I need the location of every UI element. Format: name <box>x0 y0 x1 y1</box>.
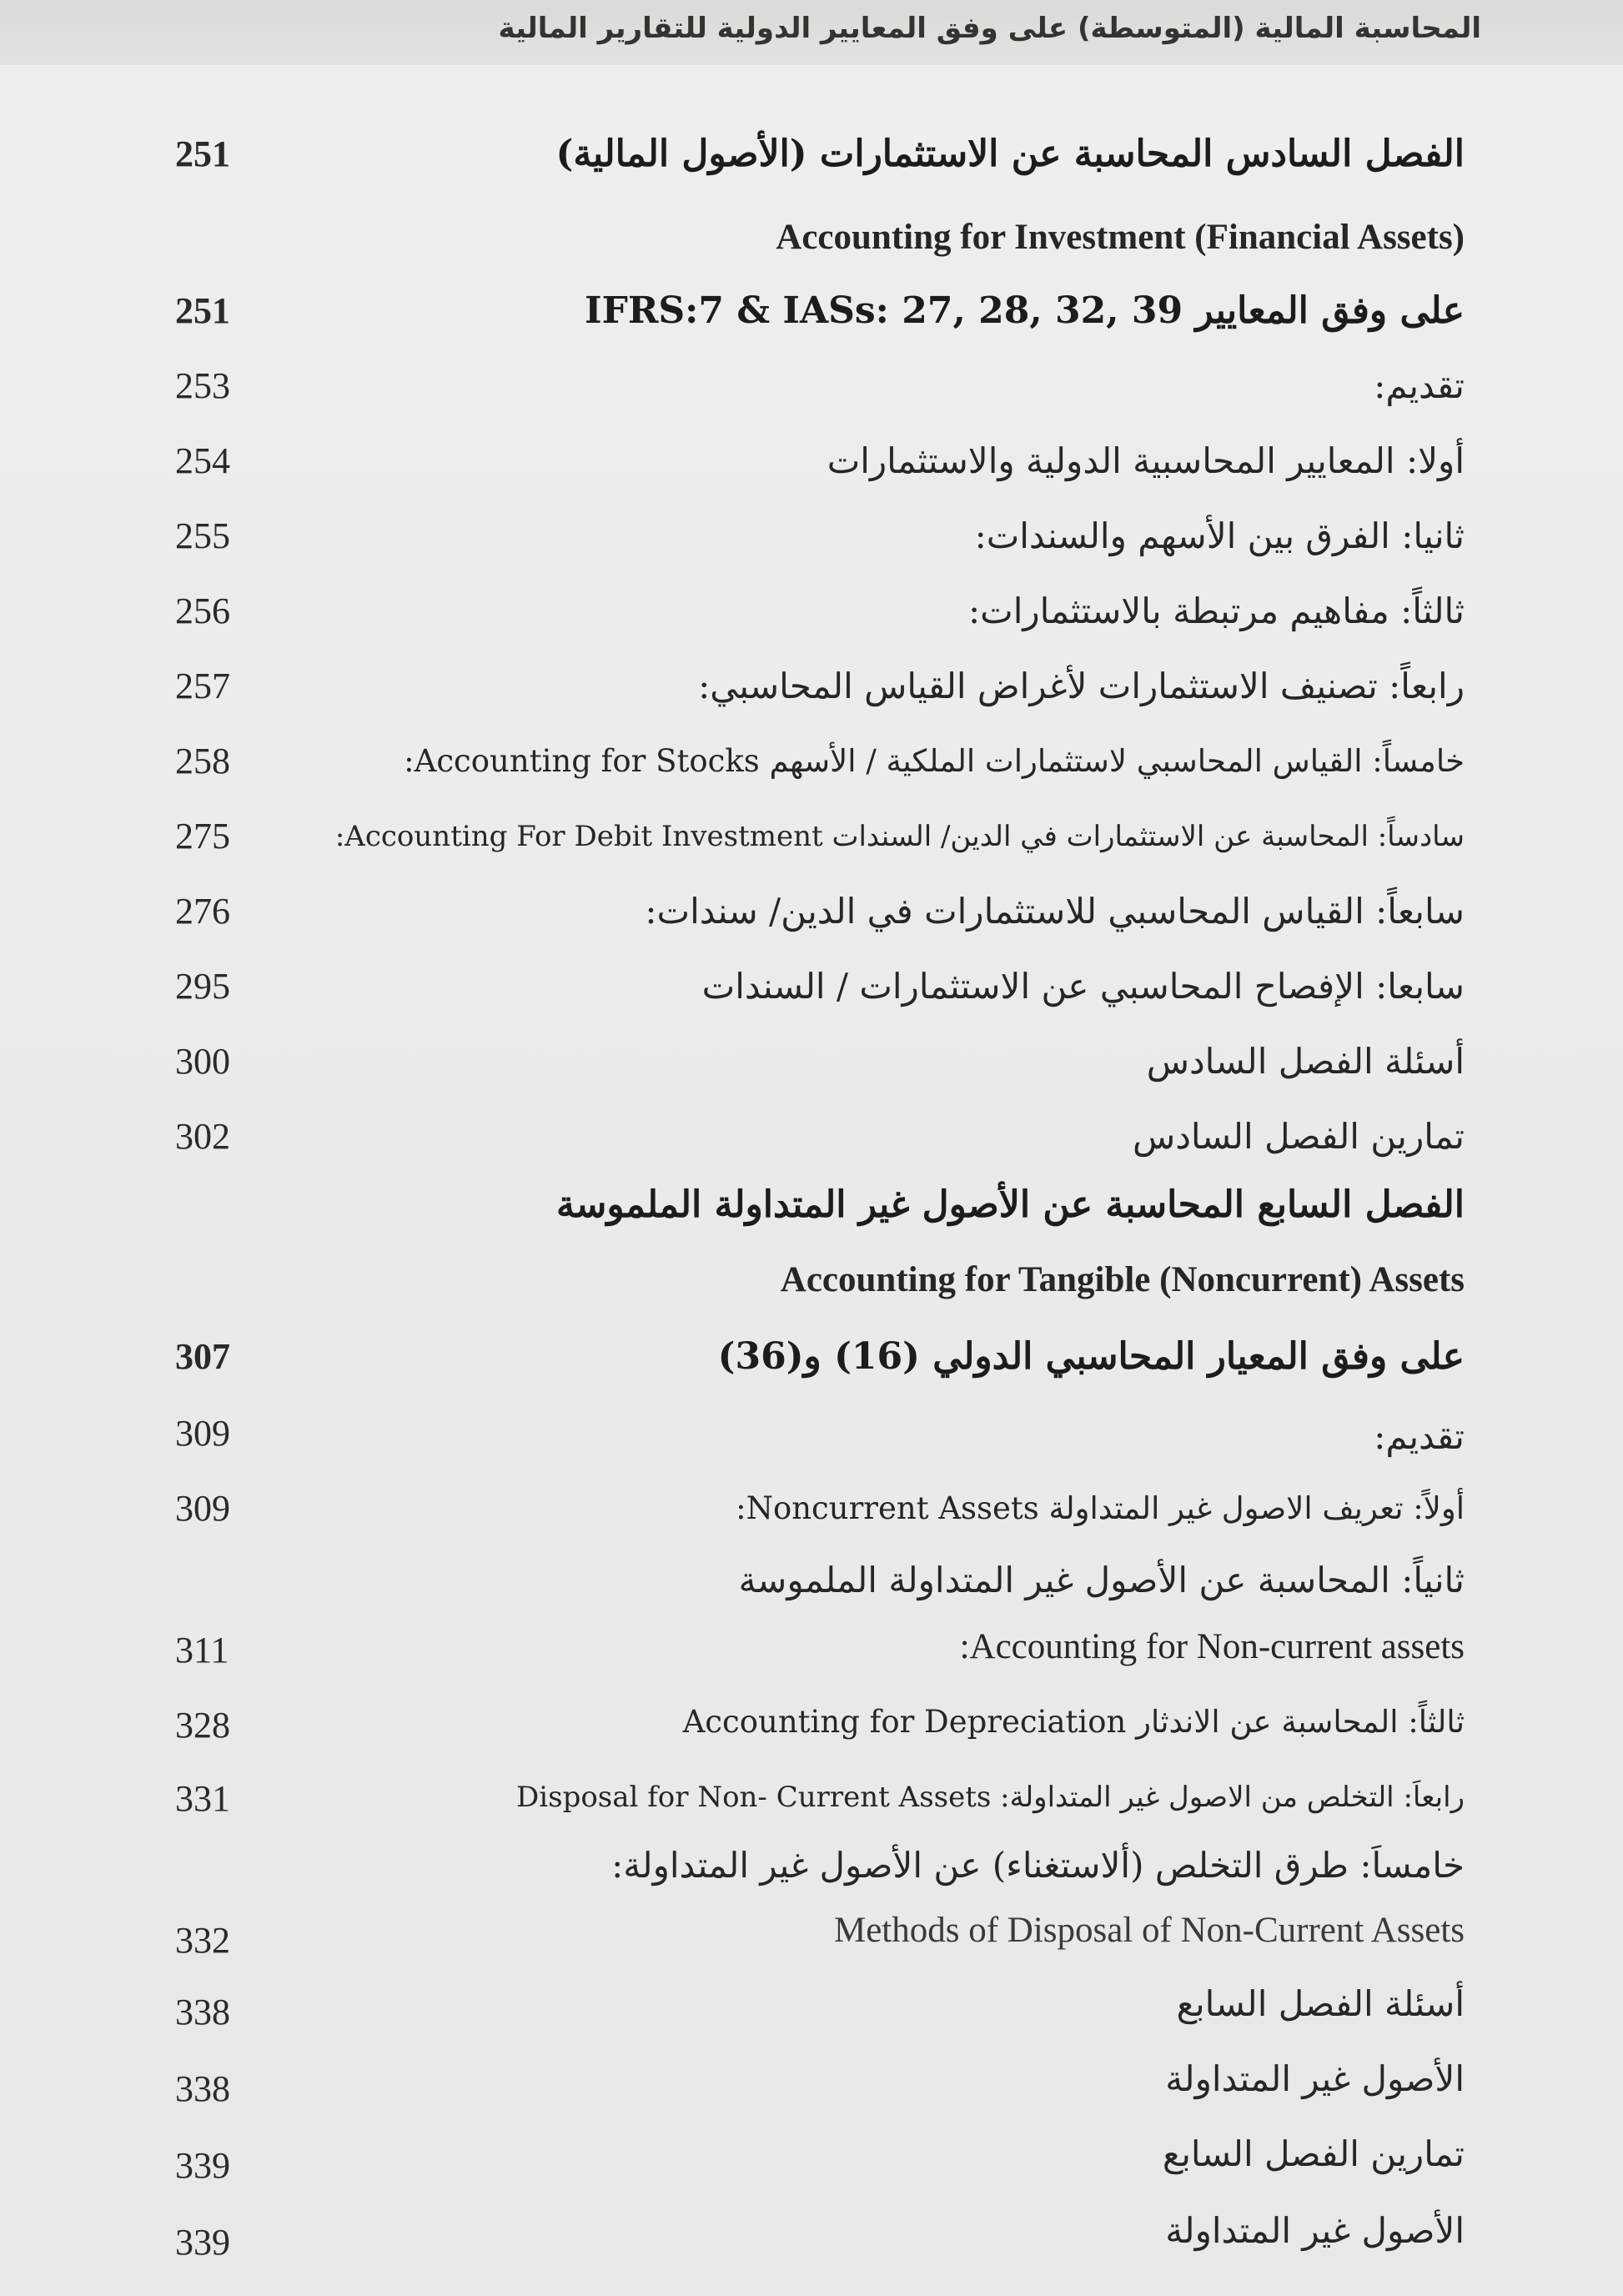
section-title: أسئلة الفصل السادس <box>1146 1041 1465 1082</box>
chapter-standards: على وفق المعايير IFRS:7 & IASs: 27, 28, 32, 39 <box>585 289 1465 332</box>
page-number: 331 <box>175 1778 230 1819</box>
page-number: 251 <box>175 290 230 331</box>
section-title: ثانيا: الفرق بين الأسهم والسندات: <box>974 515 1465 556</box>
page-number: 275 <box>175 816 230 857</box>
section-title: أولا: المعايير المحاسبية الدولية والاستثمارات <box>827 440 1465 481</box>
page-number: 338 <box>175 2068 230 2109</box>
chapter-title: الفصل السادس المحاسبة عن الاستثمارات (الأصول المالية) <box>555 133 1465 175</box>
page-number: 251 <box>175 133 230 174</box>
section-title: أسئلة الفصل السابع <box>1176 1983 1465 2024</box>
page-number: 300 <box>175 1041 230 1082</box>
section-title: خامساً: القياس المحاسبي لاستثمارات الملكية / الأسهم Accounting for Stocks: <box>404 743 1465 779</box>
page-number: 276 <box>175 891 230 932</box>
section-title: رابعاَ: التخلص من الاصول غير المتداولة: Disposal for Non- Current Assets <box>515 1781 1465 1814</box>
chapter-standards: على وفق المعيار المحاسبي الدولي (16) و(36) <box>717 1335 1465 1378</box>
page-number: 256 <box>175 590 230 631</box>
running-header-bar <box>0 0 1623 65</box>
page-number: 295 <box>175 966 230 1007</box>
page-number: 253 <box>175 365 230 406</box>
page-number: 254 <box>175 440 230 481</box>
section-title: ثانياً: المحاسبة عن الأصول غير المتداولة الملموسة <box>738 1560 1465 1600</box>
section-title: تقديم: <box>1374 1416 1465 1457</box>
page-number: 328 <box>175 1705 230 1746</box>
page-number: 258 <box>175 741 230 781</box>
section-title: ثالثاً: مفاهيم مرتبطة بالاستثمارات: <box>968 590 1465 631</box>
page-number: 309 <box>175 1488 230 1529</box>
page-number: 311 <box>175 1630 229 1671</box>
page-number: 302 <box>175 1116 230 1157</box>
section-title-english: Methods of Disposal of Non-Current Assets <box>833 1911 1465 1950</box>
section-title: أولاً: تعريف الاصول غير المتداولة Noncurrent Assets: <box>736 1490 1465 1526</box>
section-title: ثالثاً: المحاسبة عن الاندثار Accounting for Depreciation <box>682 1704 1465 1740</box>
page-number: 309 <box>175 1413 230 1454</box>
section-title: الأصول غير المتداولة <box>1165 2058 1465 2099</box>
section-title: سابعا: الإفصاح المحاسبي عن الاستثمارات / السندات <box>701 966 1465 1007</box>
page-number: 307 <box>175 1336 230 1377</box>
page-number: 332 <box>175 1920 230 1961</box>
chapter-title-english: Accounting for Tangible (Noncurrent) Assets <box>780 1260 1465 1299</box>
section-title: سابعاً: القياس المحاسبي للاستثمارات في الدين/ سندات: <box>645 891 1465 932</box>
section-title-english: :Accounting for Non-current assets <box>959 1627 1465 1666</box>
chapter-title-english: Accounting for Investment (Financial Assets) <box>776 218 1465 257</box>
chapter-title: الفصل السابع المحاسبة عن الأصول غير المتداولة الملموسة <box>555 1183 1465 1226</box>
section-title: رابعاً: تصنيف الاستثمارات لأغراض القياس المحاسبي: <box>698 666 1465 706</box>
page-number: 255 <box>175 515 230 556</box>
page-number: 339 <box>175 2222 230 2263</box>
page-number: 338 <box>175 1992 230 2032</box>
section-title: سادساً: المحاسبة عن الاستثمارات في الدين/ السندات Accounting For Debit Investment: <box>334 820 1465 853</box>
running-header-title: المحاسبة المالية (المتوسطة) على وفق المعايير الدولية للتقارير المالية <box>498 12 1481 45</box>
section-title: تقديم: <box>1374 365 1465 406</box>
section-title: الأصول غير المتداولة <box>1165 2210 1465 2251</box>
section-title: تمارين الفصل السادس <box>1132 1116 1465 1157</box>
page-number: 339 <box>175 2145 230 2186</box>
section-title: تمارين الفصل السابع <box>1162 2133 1465 2174</box>
section-title: خامساَ: طرق التخلص (ألاستغناء) عن الأصول غير المتداولة: <box>611 1845 1465 1886</box>
page-number: 257 <box>175 666 230 706</box>
